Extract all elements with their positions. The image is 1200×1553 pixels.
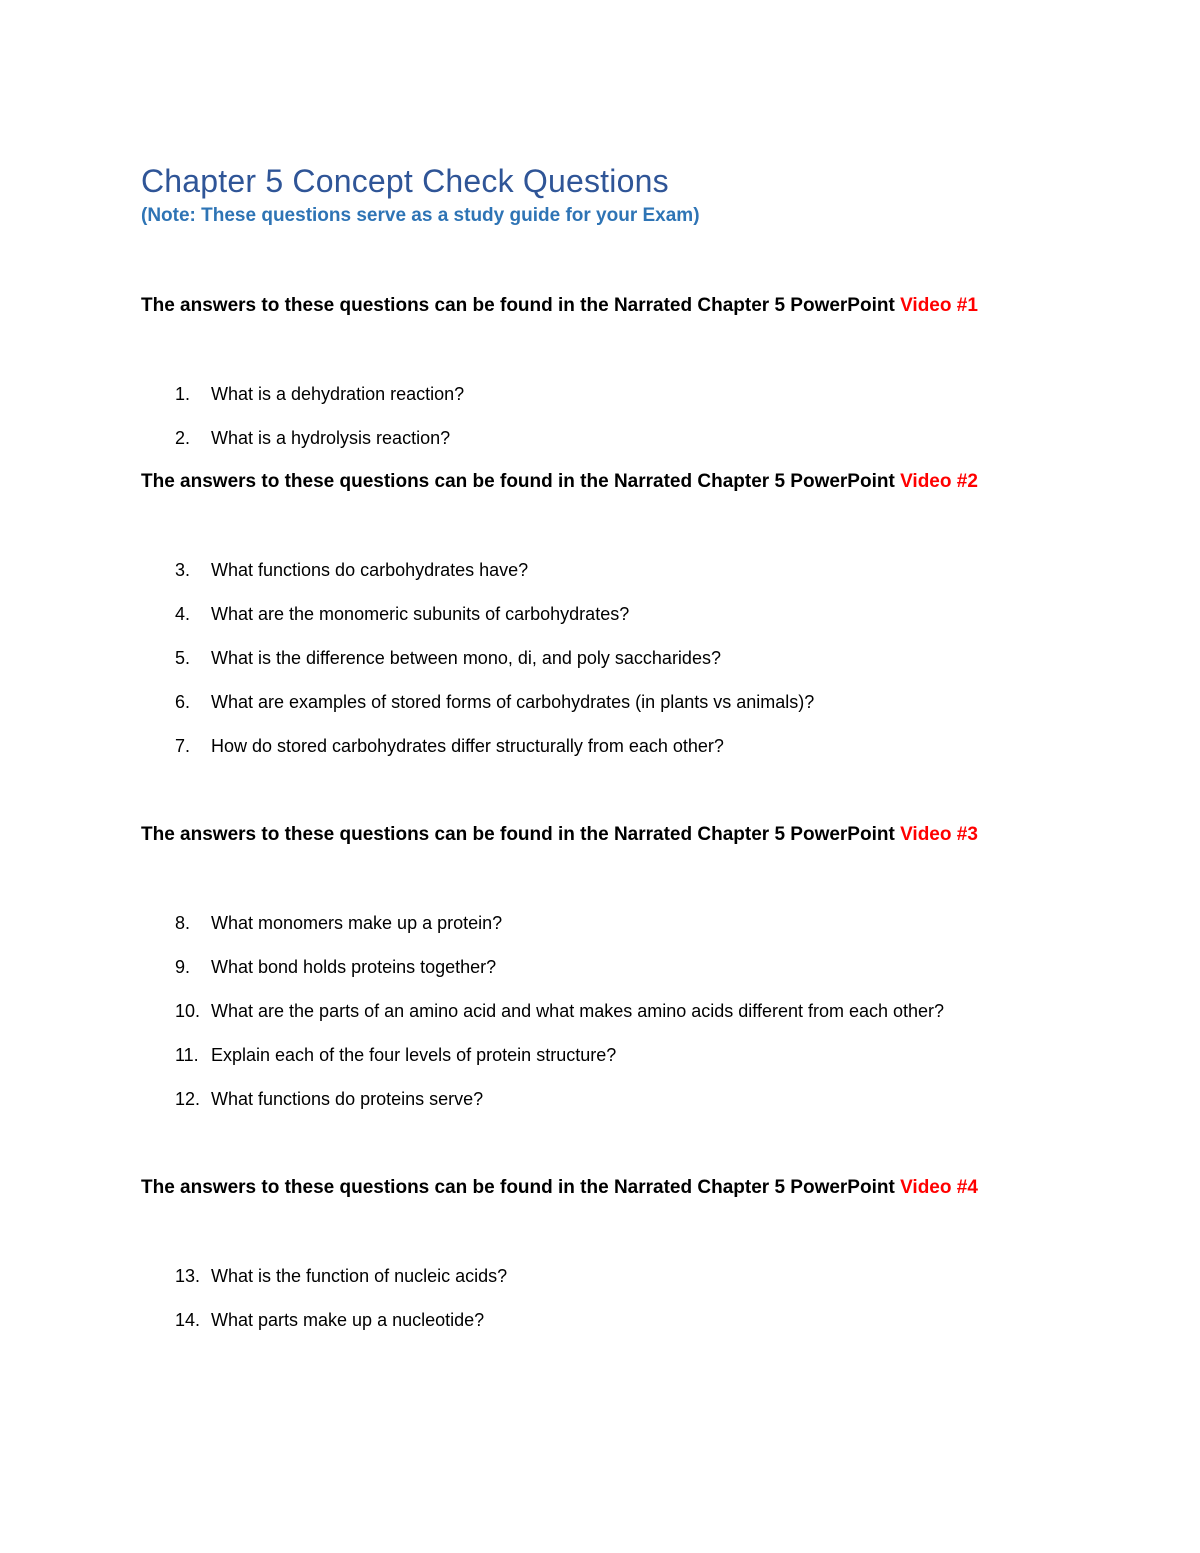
- question-text: What bond holds proteins together?: [211, 957, 497, 977]
- question-item: [175, 736, 724, 757]
- question-number: 13.: [175, 1266, 201, 1286]
- question-text: What is the difference between mono, di, and poly saccharides?: [211, 648, 721, 668]
- question-text: What parts make up a nucleotide?: [211, 1310, 485, 1330]
- page-subtitle: (Note: These questions serve as a study guide for your Exam): [141, 205, 700, 226]
- question-text: What is a hydrolysis reaction?: [211, 428, 451, 448]
- video-label: Video #1: [900, 295, 978, 316]
- question-item: [175, 692, 814, 713]
- question-item: [175, 604, 629, 625]
- question-item: [175, 428, 450, 449]
- question-number: 7.: [175, 736, 191, 756]
- section-heading: [141, 824, 978, 846]
- page-title: Chapter 5 Concept Check Questions: [141, 163, 669, 199]
- question-item: [175, 913, 502, 934]
- question-text: What monomers make up a protein?: [211, 913, 503, 933]
- question-text: What functions do carbohydrates have?: [211, 560, 529, 580]
- question-number: 14.: [175, 1310, 201, 1330]
- question-number: 9.: [175, 957, 191, 977]
- question-number: 4.: [175, 604, 191, 624]
- question-number: 1.: [175, 384, 191, 404]
- question-item: [175, 1001, 944, 1022]
- question-item: [175, 560, 528, 581]
- question-number: 2.: [175, 428, 191, 448]
- question-text: What are the monomeric subunits of carbohydrates?: [211, 604, 630, 624]
- section-heading-text: The answers to these questions can be found in the Narrated Chapter 5 PowerPoint: [141, 824, 895, 845]
- question-text: What are the parts of an amino acid and what makes amino acids different from each other?: [211, 1001, 945, 1021]
- section-heading-text: The answers to these questions can be found in the Narrated Chapter 5 PowerPoint: [141, 295, 895, 316]
- video-label: Video #4: [900, 1177, 978, 1198]
- question-number: 12.: [175, 1089, 201, 1109]
- question-item: [175, 1266, 507, 1287]
- section-heading: [141, 471, 978, 493]
- question-number: 6.: [175, 692, 191, 712]
- question-item: [175, 648, 721, 669]
- question-number: 3.: [175, 560, 191, 580]
- section-heading-text: The answers to these questions can be found in the Narrated Chapter 5 PowerPoint: [141, 1177, 895, 1198]
- section-heading: [141, 1177, 978, 1199]
- question-item: [175, 1310, 484, 1331]
- question-number: 11.: [175, 1045, 199, 1065]
- question-item: [175, 384, 464, 405]
- question-text: What is a dehydration reaction?: [211, 384, 465, 404]
- question-number: 10.: [175, 1001, 201, 1021]
- section-heading-text: The answers to these questions can be found in the Narrated Chapter 5 PowerPoint: [141, 471, 895, 492]
- question-text: What is the function of nucleic acids?: [211, 1266, 508, 1286]
- question-text: Explain each of the four levels of protein structure?: [211, 1045, 617, 1065]
- video-label: Video #3: [900, 824, 978, 845]
- question-text: What are examples of stored forms of carbohydrates (in plants vs animals)?: [211, 692, 815, 712]
- video-label: Video #2: [900, 471, 978, 492]
- question-number: 8.: [175, 913, 191, 933]
- question-item: [175, 1089, 483, 1110]
- question-item: [175, 1045, 616, 1066]
- question-text: What functions do proteins serve?: [211, 1089, 484, 1109]
- section-heading: [141, 295, 978, 317]
- question-text: How do stored carbohydrates differ structurally from each other?: [211, 736, 724, 756]
- question-number: 5.: [175, 648, 191, 668]
- question-item: [175, 957, 496, 978]
